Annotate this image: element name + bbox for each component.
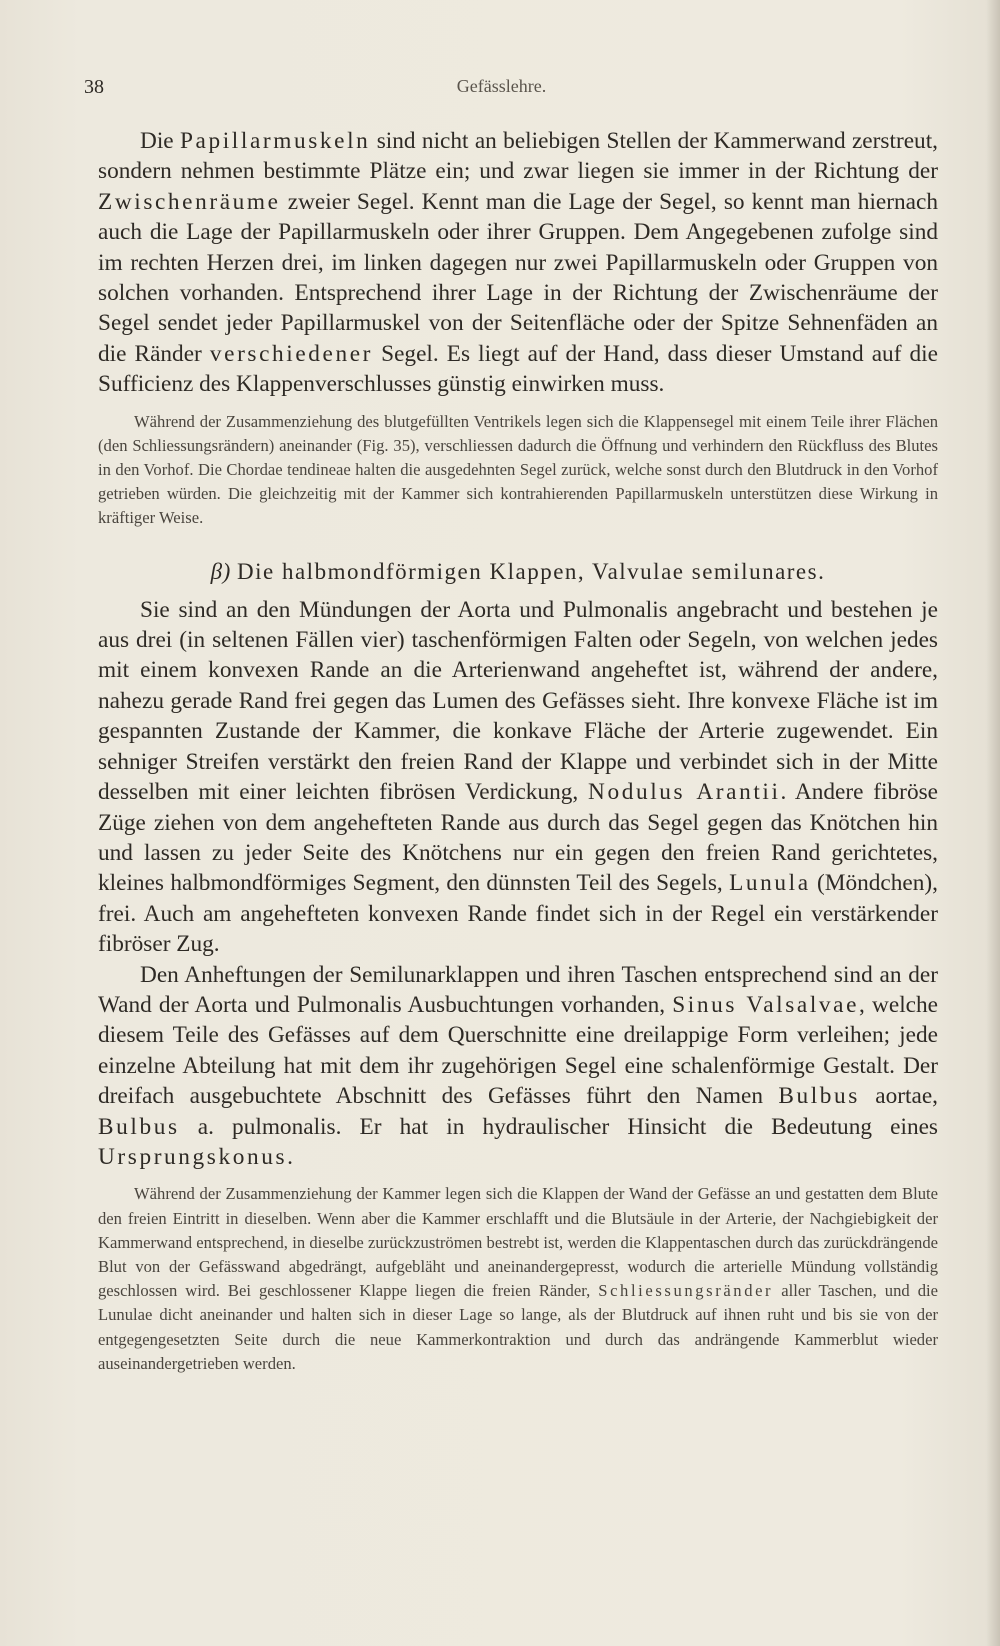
small-print-note-1: Während der Zusammenziehung des blutgefüllten Ventrikels legen sich die Klappensegel mit einem Teile ihrer Flächen (den Schliessungsrändern) aneinander (Fig. 35), verschliessen dadurch die Öffnung und verhindern den Rückfluss des Blutes in den Vorhof. Die Chordae tendineae halten die ausgedehnten Segel zurück, welche sonst durch den Blutdruck in den Vorhof getrieben würden. Die gleichzeitig mit der Kammer sich kontrahierenden Papillarmuskeln unterstützen diese Wirkung in kräftiger Weise.: [98, 411, 938, 528]
spaced-term: Schliessungsränder: [598, 1281, 774, 1301]
spaced-term: Zwischenräume: [98, 188, 281, 215]
spaced-term: Nodulus Arantii: [588, 779, 781, 806]
text-run: sind nicht an beliebigen Stellen der Kammerwand zerstreut, sondern nehmen bestimmte Plätze ein; und zwar liegen sie immer in der Richtung der: [98, 128, 938, 185]
text-run: Den Anheftungen der Semilunarklappen und ihren Taschen entsprechend sind an der Wand der Aorta und Pulmonalis Ausbuchtungen vorhanden,: [98, 961, 938, 1018]
paragraph-sinus-valsalvae: [98, 960, 938, 1173]
page-header: [84, 76, 919, 106]
spaced-term: Ursprungskonus: [98, 1143, 288, 1170]
page-edge-shadow: [986, 0, 1000, 1646]
text-run: (Möndchen), frei. Auch am angehefteten konvexen Rande findet sich in der Regel ein verstärkender fibröser Zug.: [98, 870, 938, 958]
text-run: Die: [140, 128, 180, 154]
text-run: Segel. Es liegt auf der Hand, dass dieser Umstand auf die Sufficienz des Klappenverschlusses günstig einwirken muss.: [98, 340, 938, 398]
text-run: .: [287, 1143, 293, 1170]
section-heading: [98, 557, 938, 587]
spaced-term: Bulbus: [778, 1083, 860, 1110]
spaced-term: Bulbus: [98, 1113, 180, 1140]
text-run: a. pulmonalis. Er hat in hydraulischer Hinsicht die Bedeutung eines: [179, 1113, 938, 1140]
heading-prefix: β): [210, 558, 238, 584]
spaced-term: Lunula: [729, 870, 811, 897]
text-run: aortae,: [859, 1083, 938, 1110]
text-run: Sie sind an den Mündungen der Aorta und Pulmonalis angebracht und bestehen je aus drei (in seltenen Fällen vier) taschenförmigen Falten oder Segeln, von welchen jedes mit einem konvexen Rande an die Arterienwand angeheftet ist, während der andere, nahezu gerade Rand frei gegen das Lumen des Gefässes sieht. Ihre konvexe Fläche ist im gespannten Zustande der Kammer, die konkave Fläche der Arterie zugewendet. Ein sehniger Streifen verstärkt den freien Rand der Klappe und verbindet sich in der Mitte desselben mit einer leichten fibrösen Verdickung,: [98, 596, 938, 806]
text-run: Während der Zusammenziehung der Kammer legen sich die Klappen der Wand der Gefässe an und gestatten dem Blute den freien Eintritt in dieselben. Wenn aber die Kammer erschlafft und die Blutsäule in der Arterie, der Nachgiebigkeit der Kammerwand entsprechend, in dieselbe zurückzuströmen bestrebt ist, werden die Klappentaschen durch das zurückdrängende Blut von der Gefässwand abgedrängt, aufgebläht und aneinandergepresst, wodurch die arterielle Mündung vollständig geschlossen wird. Bei geschlossener Klappe liegen die freien Ränder,: [98, 1184, 938, 1301]
page-number: 38: [84, 76, 104, 98]
small-print-note-2: [98, 1182, 938, 1376]
spaced-term: verschiedener: [209, 340, 374, 367]
paragraph-papillarmuskeln: [98, 126, 938, 400]
text-run: , welche diesem Teile des Gefässes auf dem Querschnitte eine dreilappige Form verleihen; jede einzelne Abteilung hat mit dem ihr zugehörigen Segel eine schalenförmige Gestalt. Der dreifach ausgebuchtete Abschnitt des Gefässes führt den Namen: [98, 991, 938, 1110]
running-head: Gefässlehre.: [456, 76, 547, 96]
text-run: zweier Segel. Kennt man die Lage der Segel, so kennt man hiernach auch die Lage der Papillarmuskeln oder ihrer Gruppen. Dem Angegebenen zufolge sind im rechten Herzen drei, im linken dagegen nur zwei Papillarmuskeln oder Gruppen von solchen vorhanden. Entsprechend ihrer Lage in der Richtung der Zwischenräume der Segel sendet jeder Papillarmuskel von der Seitenfläche oder der Spitze Sehnenfäden an die Ränder: [98, 188, 938, 367]
paragraph-semilunar-valves: [98, 595, 938, 960]
heading-title: Die halbmondförmigen Klappen, Valvulae semilunares.: [237, 558, 826, 584]
body-text: [98, 126, 938, 1376]
text-run: . Andere fibröse Züge ziehen von dem angehefteten Rande aus durch das Segel gegen das Knötchen hin und lassen zu jeder Seite des Knötchens nur ein gegen den freien Rand gerichtetes, kleines halbmondförmiges Segment, den dünnsten Teil des Segels,: [98, 779, 938, 897]
text-run: aller Taschen, und die Lunulae dicht aneinander und halten sich in dieser Lage so lange, als der Blutdruck auf ihnen ruht und bis sie von der entgegengesetzten Seite durch die neue Kammerkontraktion und durch das andrängende Kammerblut wieder auseinandergetrieben werden.: [98, 1281, 938, 1373]
spaced-term: Papillarmuskeln: [179, 128, 371, 154]
spaced-term: Sinus Valsalvae: [672, 991, 860, 1018]
